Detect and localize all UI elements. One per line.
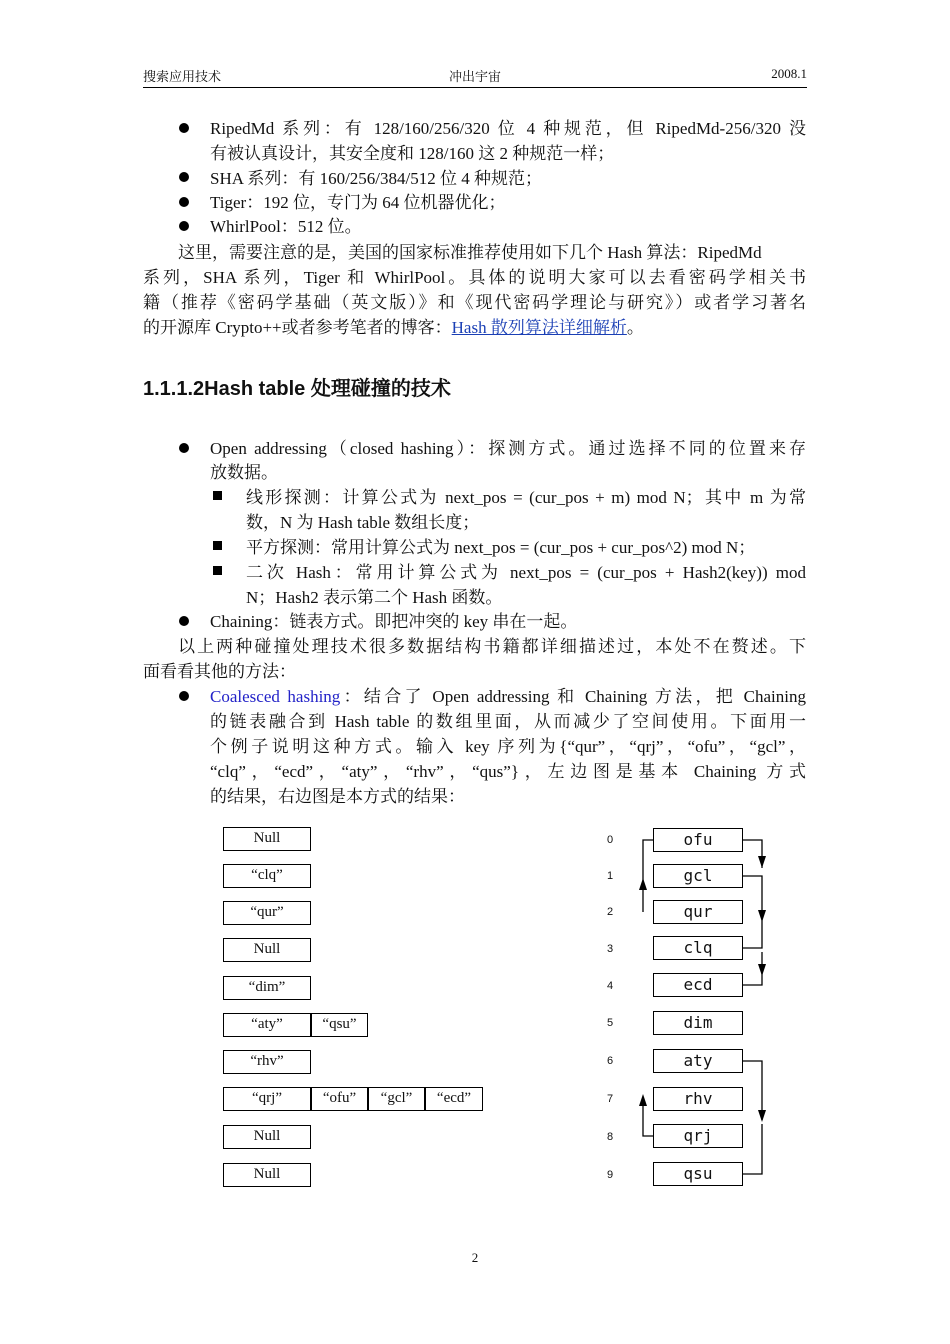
coalesced-line1-text: ：结合了 Open addressing 和 Chaining 方法，把 Chaining	[340, 687, 806, 706]
double-hash-line2: N；Hash2 表示第二个 Hash 函数。	[246, 588, 503, 607]
slot-index: 3	[606, 943, 614, 955]
coalesced-slot-9: qsu	[653, 1162, 743, 1186]
para1-line1: 这里，需要注意的是，美国的国家标准推荐使用如下几个 Hash 算法：RipedMd	[178, 243, 762, 262]
arrow-head-up	[639, 1094, 647, 1106]
header-right: 2008.1	[771, 66, 807, 81]
chain-slot-6: “rhv”	[223, 1050, 311, 1074]
chaining-item: Chaining：链表方式。即把冲突的 key 串在一起。	[210, 612, 578, 631]
coalesced-slot-5: dim	[653, 1011, 743, 1035]
bullet-dot	[179, 443, 189, 453]
para2-line1: 以上两种碰撞处理技术很多数据结构书籍都详细描述过，本处不在赘述。下	[178, 637, 806, 656]
bullet-dot	[179, 197, 189, 207]
coalesced-line3: 个例子说明这种方式。输入 key 序列为{“qur”，“qrj”，“ofu”，“gcl”，	[210, 737, 806, 756]
slot-index: 0	[606, 834, 614, 846]
chain-slot-1: “clq”	[223, 864, 311, 888]
square-bullet	[213, 541, 222, 550]
coalesced-slot-8: qrj	[653, 1124, 743, 1148]
chain-slot-2: “qur”	[223, 901, 311, 925]
para1-line4-text: 的开源库 Crypto++或者参考笔者的博客：	[143, 318, 452, 337]
page-number: 2	[471, 1250, 479, 1265]
header-rule	[143, 87, 807, 88]
arrow-line-0-1	[743, 840, 762, 868]
arrow-line-4-3	[743, 952, 762, 985]
arrow-head-down	[758, 964, 766, 976]
bullet-dot	[179, 123, 189, 133]
header-center: 冲出宇宙	[448, 69, 501, 84]
arrow-line-left-0-2	[643, 840, 653, 912]
bullet-dot	[179, 616, 189, 626]
arrow-line-9-7	[743, 1124, 762, 1174]
coalesced-slot-6: aty	[653, 1049, 743, 1073]
para2-line2: 面看看其他的方法：	[143, 662, 296, 681]
arrow-line-3-2	[743, 913, 762, 948]
arrow-head-down	[758, 856, 766, 868]
chain-node-7-1: “ofu”	[311, 1087, 368, 1111]
slot-index: 7	[606, 1093, 614, 1105]
bullet-sha: SHA 系列：有 160/256/384/512 位 4 种规范；	[210, 169, 542, 188]
chain-node-5-1: “qsu”	[311, 1013, 368, 1037]
square-bullet	[213, 491, 222, 500]
bullet-dot	[179, 221, 189, 231]
coalesced-line2: 的链表融合到 Hash table 的数组里面，从而减少了空间使用。下面用一	[210, 712, 806, 731]
coalesced-slot-3: clq	[653, 936, 743, 960]
bullet-tiger: Tiger：192 位，专门为 64 位机器优化；	[210, 193, 506, 212]
para1-line2: 系列，SHA 系列，Tiger 和 WhirlPool。具体的说明大家可以去看密码学相关书	[143, 268, 806, 287]
linear-probe-line1: 线形探测：计算公式为 next_pos = (cur_pos + m) mod N；其中 m 为常	[246, 488, 806, 507]
bullet-ripedmd-line2: 有被认真设计，其安全度和 128/160 这 2 种规范一样；	[210, 144, 615, 163]
slot-index: 2	[606, 906, 614, 918]
double-hash-line1: 二次 Hash：常用计算公式为 next_pos = (cur_pos + Hash2(key)) mod	[246, 563, 806, 582]
blog-link[interactable]: Hash 散列算法详细解析	[451, 318, 627, 337]
slot-index: 8	[606, 1131, 614, 1143]
chain-slot-7: “qrj”	[223, 1087, 311, 1111]
chain-node-7-3: “ecd”	[425, 1087, 483, 1111]
open-addressing-line2: 放数据。	[210, 463, 278, 482]
coalesced-slot-1: gcl	[653, 864, 743, 888]
coalesced-slot-0: ofu	[653, 828, 743, 852]
coalesced-line4: “clq”，“ecd”，“aty”，“rhv”，“qus”}，左边图是基本 Chaining 方式	[210, 762, 806, 781]
square-bullet	[213, 566, 222, 575]
page-header	[143, 66, 807, 86]
slot-index: 5	[606, 1017, 614, 1029]
chain-slot-3: Null	[223, 938, 311, 962]
arrow-head-up	[639, 878, 647, 890]
slot-index: 9	[606, 1169, 614, 1181]
coalesced-slot-2: qur	[653, 900, 743, 924]
quadratic-probe: 平方探测：常用计算公式为 next_pos = (cur_pos + cur_pos^2) mod N；	[246, 538, 756, 557]
slot-index: 1	[606, 870, 614, 882]
para1-line3: 籍（推荐《密码学基础（英文版）》和《现代密码学理论与研究》）或者学习著名	[143, 293, 806, 312]
linear-probe-line2: 数，N 为 Hash table 数组长度；	[246, 513, 480, 532]
header-left: 搜索应用技术	[143, 69, 222, 84]
bullet-whirlpool: WhirlPool：512 位。	[210, 217, 362, 236]
bullet-dot	[179, 691, 189, 701]
coalesced-line1	[210, 684, 806, 709]
coalesced-term: Coalesced hashing	[210, 687, 341, 706]
para1-line4-end: 。	[626, 318, 644, 337]
coalesced-line5: 的结果，右边图是本方式的结果：	[210, 787, 465, 806]
open-addressing-line1: Open addressing（closed hashing）：探测方式。通过选择不同的位置来存	[210, 439, 806, 458]
arrow-head-down	[758, 910, 766, 922]
arrow-head-down	[758, 1110, 766, 1122]
section-title: 1.1.1.2Hash table 处理碰撞的技术	[143, 378, 451, 400]
arrow-line-1-2	[743, 876, 762, 911]
slot-index: 6	[606, 1055, 614, 1067]
chain-slot-0: Null	[223, 827, 311, 851]
slot-index: 4	[606, 980, 614, 992]
coalesced-slot-7: rhv	[653, 1087, 743, 1111]
coalesced-slot-4: ecd	[653, 973, 743, 997]
chain-slot-8: Null	[223, 1125, 311, 1149]
bullet-ripedmd-line1: RipedMd 系列：有 128/160/256/320 位 4 种规范，但 RipedMd-256/320 没	[210, 119, 806, 138]
para1-line4	[143, 315, 806, 340]
chain-node-7-2: “gcl”	[368, 1087, 425, 1111]
chain-slot-9: Null	[223, 1163, 311, 1187]
chain-slot-4: “dim”	[223, 976, 311, 1000]
chain-slot-5: “aty”	[223, 1013, 311, 1037]
chain-arrows	[600, 820, 780, 1200]
bullet-dot	[179, 172, 189, 182]
